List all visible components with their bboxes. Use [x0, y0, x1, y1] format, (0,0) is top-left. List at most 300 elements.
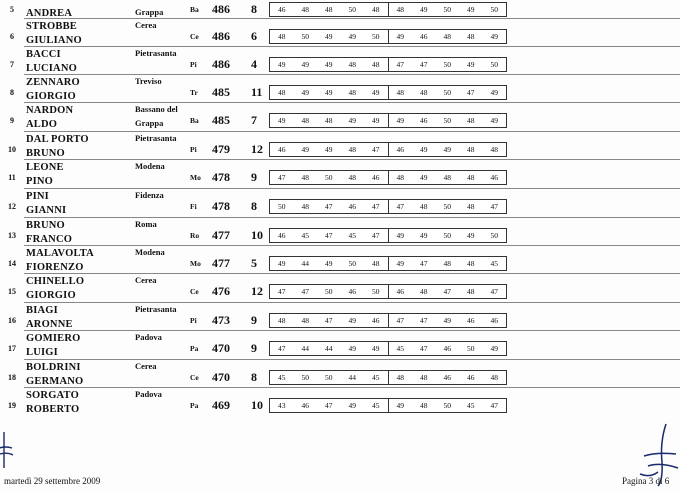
- club-city: Pietrasanta: [135, 133, 177, 143]
- series-group-2: [389, 257, 507, 270]
- inner-ten-count: 8: [251, 370, 257, 384]
- series-score: 48: [420, 202, 428, 211]
- series-score: 45: [372, 373, 380, 382]
- inner-ten-count: 4: [251, 57, 257, 71]
- rank-number: 7: [10, 60, 14, 69]
- athlete-first-name: BRUNO: [26, 148, 65, 159]
- footer-page-number: Pagina 3 di 6: [622, 476, 670, 486]
- series-score: 50: [443, 116, 451, 125]
- athlete-surname: ZENNARO: [26, 77, 80, 88]
- series-score: 50: [467, 344, 475, 353]
- series-score: 48: [443, 259, 451, 268]
- club-city: Cerea: [135, 361, 157, 371]
- series-score: 48: [420, 287, 428, 296]
- row-divider: [24, 18, 680, 19]
- series-score: 48: [467, 173, 475, 182]
- inner-ten-count: 12: [251, 284, 263, 298]
- series-score: 48: [372, 259, 380, 268]
- club-city: Padova: [135, 389, 162, 399]
- table-row: [0, 159, 680, 188]
- inner-ten-count: 9: [251, 170, 257, 184]
- row-divider: [24, 245, 680, 246]
- series-group-2: [389, 86, 507, 99]
- series-group-2: [389, 114, 507, 127]
- series-score: 48: [490, 145, 498, 154]
- series-score: 48: [420, 88, 428, 97]
- row-divider: [24, 217, 680, 218]
- table-row: [0, 188, 680, 217]
- series-score: 50: [443, 5, 451, 14]
- series-score: 49: [443, 145, 451, 154]
- row-divider: [24, 330, 680, 331]
- series-score: 49: [467, 231, 475, 240]
- row-divider: [24, 273, 680, 274]
- series-score: 48: [372, 60, 380, 69]
- province-code: Pi: [190, 60, 197, 69]
- series-group-1: [270, 229, 389, 242]
- total-score: 485: [212, 113, 230, 127]
- rank-number: 5: [10, 5, 14, 14]
- series-group-1: [270, 257, 389, 270]
- series-score: 48: [396, 373, 404, 382]
- club-city: Bassano del: [135, 104, 178, 114]
- series-score: 49: [301, 145, 309, 154]
- total-score: 478: [212, 170, 230, 184]
- series-group-2: [389, 171, 507, 184]
- series-group-1: [270, 314, 389, 327]
- series-scores-box: [269, 284, 507, 299]
- series-group-1: [270, 200, 389, 213]
- rank-number: 9: [10, 116, 14, 125]
- province-code: Fi: [190, 202, 197, 211]
- series-group-2: [389, 30, 507, 43]
- series-score: 49: [372, 116, 380, 125]
- series-score: 46: [278, 145, 286, 154]
- series-score: 50: [325, 173, 333, 182]
- series-score: 46: [490, 173, 498, 182]
- series-score: 48: [301, 116, 309, 125]
- series-group-2: [389, 143, 507, 156]
- table-row: [0, 74, 680, 103]
- series-score: 48: [325, 5, 333, 14]
- table-row: [0, 217, 680, 246]
- series-score: 44: [301, 344, 309, 353]
- series-group-1: [270, 114, 389, 127]
- province-code: Pi: [190, 145, 197, 154]
- province-code: Mo: [190, 259, 201, 268]
- series-scores-box: [269, 2, 507, 17]
- total-score: 470: [212, 341, 230, 355]
- series-score: 48: [278, 316, 286, 325]
- rank-number: 8: [10, 88, 14, 97]
- series-score: 47: [325, 316, 333, 325]
- total-score: 470: [212, 370, 230, 384]
- athlete-first-name: ROBERTO: [26, 404, 80, 415]
- athlete-surname: LEONE: [26, 162, 64, 173]
- series-score: 47: [325, 231, 333, 240]
- rank-number: 15: [8, 287, 16, 296]
- series-score: 46: [301, 401, 309, 410]
- series-score: 46: [396, 145, 404, 154]
- series-score: 47: [420, 316, 428, 325]
- series-score: 49: [278, 116, 286, 125]
- series-score: 47: [372, 202, 380, 211]
- series-score: 46: [348, 287, 356, 296]
- row-divider: [24, 102, 680, 103]
- row-divider: [24, 74, 680, 75]
- series-score: 48: [467, 145, 475, 154]
- series-score: 50: [348, 259, 356, 268]
- series-score: 48: [467, 287, 475, 296]
- series-score: 48: [420, 373, 428, 382]
- series-score: 48: [278, 88, 286, 97]
- province-code: Ce: [190, 287, 199, 296]
- series-scores-box: [269, 113, 507, 128]
- athlete-first-name: LUIGI: [26, 347, 58, 358]
- series-score: 47: [467, 88, 475, 97]
- rank-number: 19: [8, 401, 16, 410]
- series-score: 49: [467, 5, 475, 14]
- series-score: 48: [348, 145, 356, 154]
- series-score: 50: [443, 60, 451, 69]
- table-row: [0, 330, 680, 359]
- province-code: Pi: [190, 316, 197, 325]
- athlete-surname: BOLDRINI: [26, 362, 81, 373]
- inner-ten-count: 12: [251, 142, 263, 156]
- inner-ten-count: 8: [251, 2, 257, 16]
- rank-number: 11: [8, 173, 16, 182]
- series-group-1: [270, 58, 389, 71]
- table-row: [0, 102, 680, 131]
- series-score: 44: [301, 259, 309, 268]
- series-group-1: [270, 30, 389, 43]
- series-score: 49: [348, 316, 356, 325]
- series-scores-box: [269, 228, 507, 243]
- series-score: 49: [325, 60, 333, 69]
- club-city: Treviso: [135, 76, 162, 86]
- series-score: 47: [372, 231, 380, 240]
- series-score: 46: [396, 287, 404, 296]
- club-city: Pietrasanta: [135, 48, 177, 58]
- series-score: 49: [325, 259, 333, 268]
- athlete-surname: MALAVOLTA: [26, 248, 94, 259]
- province-code: Ba: [190, 116, 199, 125]
- series-score: 47: [420, 60, 428, 69]
- athlete-surname: BIAGI: [26, 305, 58, 316]
- series-score: 50: [372, 32, 380, 41]
- series-score: 50: [490, 60, 498, 69]
- athlete-first-name: FIORENZO: [26, 262, 84, 273]
- athlete-surname: BACCI: [26, 49, 61, 60]
- province-code: Pa: [190, 401, 199, 410]
- series-score: 50: [278, 202, 286, 211]
- total-score: 486: [212, 29, 230, 43]
- table-row: [0, 359, 680, 388]
- total-score: 485: [212, 85, 230, 99]
- rank-number: 17: [8, 344, 16, 353]
- series-score: 45: [490, 259, 498, 268]
- row-divider: [24, 188, 680, 189]
- series-score: 48: [467, 32, 475, 41]
- inner-ten-count: 10: [251, 398, 263, 412]
- series-score: 48: [301, 316, 309, 325]
- series-score: 48: [467, 202, 475, 211]
- athlete-first-name: GIULIANO: [26, 35, 82, 46]
- table-row: [0, 302, 680, 331]
- series-score: 50: [372, 287, 380, 296]
- series-score: 47: [490, 401, 498, 410]
- athlete-first-name: FRANCO: [26, 234, 73, 245]
- athlete-surname: CHINELLO: [26, 276, 85, 287]
- athlete-surname: PINI: [26, 191, 49, 202]
- series-scores-box: [269, 142, 507, 157]
- series-score: 47: [490, 202, 498, 211]
- series-group-1: [270, 3, 389, 16]
- province-code: Ce: [190, 373, 199, 382]
- series-score: 49: [396, 116, 404, 125]
- series-group-2: [389, 58, 507, 71]
- athlete-surname: BRUNO: [26, 220, 65, 231]
- club-city: Padova: [135, 332, 162, 342]
- series-score: 48: [396, 88, 404, 97]
- total-score: 473: [212, 313, 230, 327]
- series-scores-box: [269, 313, 507, 328]
- athlete-first-name: ALDO: [26, 119, 58, 130]
- total-score: 476: [212, 284, 230, 298]
- series-score: 47: [301, 287, 309, 296]
- series-score: 47: [278, 173, 286, 182]
- series-score: 49: [420, 145, 428, 154]
- athlete-first-name: GIORGIO: [26, 290, 76, 301]
- series-score: 50: [325, 287, 333, 296]
- total-score: 486: [212, 57, 230, 71]
- series-score: 49: [443, 316, 451, 325]
- series-score: 46: [372, 316, 380, 325]
- series-score: 46: [420, 32, 428, 41]
- series-score: 50: [325, 373, 333, 382]
- series-score: 47: [278, 344, 286, 353]
- series-score: 48: [443, 173, 451, 182]
- signature-left-mark: [0, 430, 14, 470]
- province-code: Ba: [190, 5, 199, 14]
- series-score: 47: [372, 145, 380, 154]
- total-score: 486: [212, 2, 230, 16]
- row-divider: [24, 302, 680, 303]
- inner-ten-count: 9: [251, 341, 257, 355]
- rank-number: 14: [8, 259, 16, 268]
- series-score: 50: [443, 202, 451, 211]
- rank-number: 16: [8, 316, 16, 325]
- series-group-1: [270, 342, 389, 355]
- series-score: 46: [278, 5, 286, 14]
- total-score: 477: [212, 228, 230, 242]
- club-city-line2: Grappa: [135, 118, 164, 128]
- series-score: 47: [325, 202, 333, 211]
- inner-ten-count: 9: [251, 313, 257, 327]
- table-row: [0, 46, 680, 75]
- table-row: [0, 245, 680, 274]
- series-score: 48: [278, 32, 286, 41]
- series-group-2: [389, 342, 507, 355]
- footer-date: martedì 29 settembre 2009: [4, 476, 101, 486]
- series-score: 46: [467, 316, 475, 325]
- series-score: 46: [443, 373, 451, 382]
- athlete-surname: GOMIERO: [26, 333, 81, 344]
- series-score: 46: [467, 373, 475, 382]
- row-divider: [24, 46, 680, 47]
- series-scores-box: [269, 29, 507, 44]
- series-score: 48: [301, 173, 309, 182]
- series-scores-box: [269, 398, 507, 413]
- club-city: Modena: [135, 161, 165, 171]
- series-score: 47: [443, 287, 451, 296]
- row-divider: [24, 359, 680, 360]
- series-score: 47: [396, 202, 404, 211]
- series-score: 47: [420, 259, 428, 268]
- series-group-1: [270, 285, 389, 298]
- club-city-line2: Grappa: [135, 7, 164, 17]
- series-score: 47: [396, 60, 404, 69]
- series-score: 49: [420, 173, 428, 182]
- series-score: 45: [301, 231, 309, 240]
- province-code: Mo: [190, 173, 201, 182]
- table-row: [0, 273, 680, 302]
- series-score: 48: [420, 401, 428, 410]
- series-score: 46: [443, 344, 451, 353]
- series-score: 49: [396, 401, 404, 410]
- series-group-1: [270, 171, 389, 184]
- series-score: 46: [278, 231, 286, 240]
- series-score: 50: [443, 401, 451, 410]
- series-score: 48: [467, 259, 475, 268]
- series-group-2: [389, 229, 507, 242]
- series-score: 46: [372, 173, 380, 182]
- series-scores-box: [269, 341, 507, 356]
- club-city: Pietrasanta: [135, 304, 177, 314]
- series-score: 49: [467, 60, 475, 69]
- series-group-2: [389, 3, 507, 16]
- series-score: 50: [443, 88, 451, 97]
- rank-number: 18: [8, 373, 16, 382]
- series-score: 45: [467, 401, 475, 410]
- series-score: 46: [490, 316, 498, 325]
- total-score: 477: [212, 256, 230, 270]
- series-score: 50: [301, 373, 309, 382]
- series-score: 49: [278, 60, 286, 69]
- series-score: 49: [420, 231, 428, 240]
- series-score: 48: [301, 5, 309, 14]
- club-city: Modena: [135, 247, 165, 257]
- series-score: 48: [467, 116, 475, 125]
- table-row: [0, 131, 680, 160]
- inner-ten-count: 11: [251, 85, 263, 99]
- series-score: 49: [325, 145, 333, 154]
- club-city: Cerea: [135, 275, 157, 285]
- rank-number: 10: [8, 145, 16, 154]
- series-score: 48: [490, 373, 498, 382]
- table-row: [0, 387, 680, 416]
- series-score: 47: [490, 287, 498, 296]
- series-score: 49: [490, 32, 498, 41]
- series-score: 49: [372, 344, 380, 353]
- series-score: 48: [372, 5, 380, 14]
- athlete-first-name: LUCIANO: [26, 63, 77, 74]
- athlete-first-name: PINO: [26, 176, 54, 187]
- series-score: 49: [396, 32, 404, 41]
- province-code: Ce: [190, 32, 199, 41]
- table-row: [0, 0, 680, 20]
- series-score: 48: [348, 173, 356, 182]
- series-score: 49: [278, 259, 286, 268]
- table-row: [0, 18, 680, 47]
- series-score: 50: [490, 231, 498, 240]
- series-score: 49: [325, 88, 333, 97]
- athlete-surname: SORGATO: [26, 390, 79, 401]
- series-score: 50: [348, 5, 356, 14]
- series-score: 47: [325, 401, 333, 410]
- series-group-1: [270, 371, 389, 384]
- series-score: 48: [301, 202, 309, 211]
- series-scores-box: [269, 85, 507, 100]
- series-score: 49: [490, 344, 498, 353]
- inner-ten-count: 10: [251, 228, 263, 242]
- rank-number: 13: [8, 231, 16, 240]
- series-score: 48: [348, 60, 356, 69]
- series-score: 48: [396, 173, 404, 182]
- series-group-2: [389, 314, 507, 327]
- series-score: 49: [372, 88, 380, 97]
- series-group-1: [270, 399, 389, 412]
- inner-ten-count: 5: [251, 256, 257, 270]
- series-score: 50: [301, 32, 309, 41]
- series-scores-box: [269, 199, 507, 214]
- series-group-2: [389, 399, 507, 412]
- club-city: Cerea: [135, 20, 157, 30]
- athlete-first-name: ARONNE: [26, 319, 73, 330]
- series-score: 49: [348, 116, 356, 125]
- province-code: Tr: [190, 88, 198, 97]
- athlete-first-name: GIANNI: [26, 205, 67, 216]
- rank-number: 12: [8, 202, 16, 211]
- series-score: 45: [396, 344, 404, 353]
- rank-number: 6: [10, 32, 14, 41]
- series-score: 49: [420, 5, 428, 14]
- series-score: 46: [420, 116, 428, 125]
- series-score: 49: [490, 88, 498, 97]
- series-score: 50: [443, 231, 451, 240]
- club-city: Fidenza: [135, 190, 164, 200]
- series-score: 49: [348, 344, 356, 353]
- series-score: 45: [372, 401, 380, 410]
- series-score: 48: [325, 116, 333, 125]
- series-score: 49: [301, 60, 309, 69]
- series-score: 49: [301, 88, 309, 97]
- series-score: 49: [348, 32, 356, 41]
- athlete-surname: DAL PORTO: [26, 134, 89, 145]
- province-code: Ro: [190, 231, 200, 240]
- province-code: Pa: [190, 344, 199, 353]
- athlete-first-name: GIORGIO: [26, 91, 76, 102]
- series-score: 46: [348, 202, 356, 211]
- series-scores-box: [269, 256, 507, 271]
- total-score: 479: [212, 142, 230, 156]
- series-group-1: [270, 86, 389, 99]
- series-scores-box: [269, 57, 507, 72]
- total-score: 469: [212, 398, 230, 412]
- inner-ten-count: 7: [251, 113, 257, 127]
- athlete-surname: NARDON: [26, 105, 74, 116]
- series-score: 48: [443, 32, 451, 41]
